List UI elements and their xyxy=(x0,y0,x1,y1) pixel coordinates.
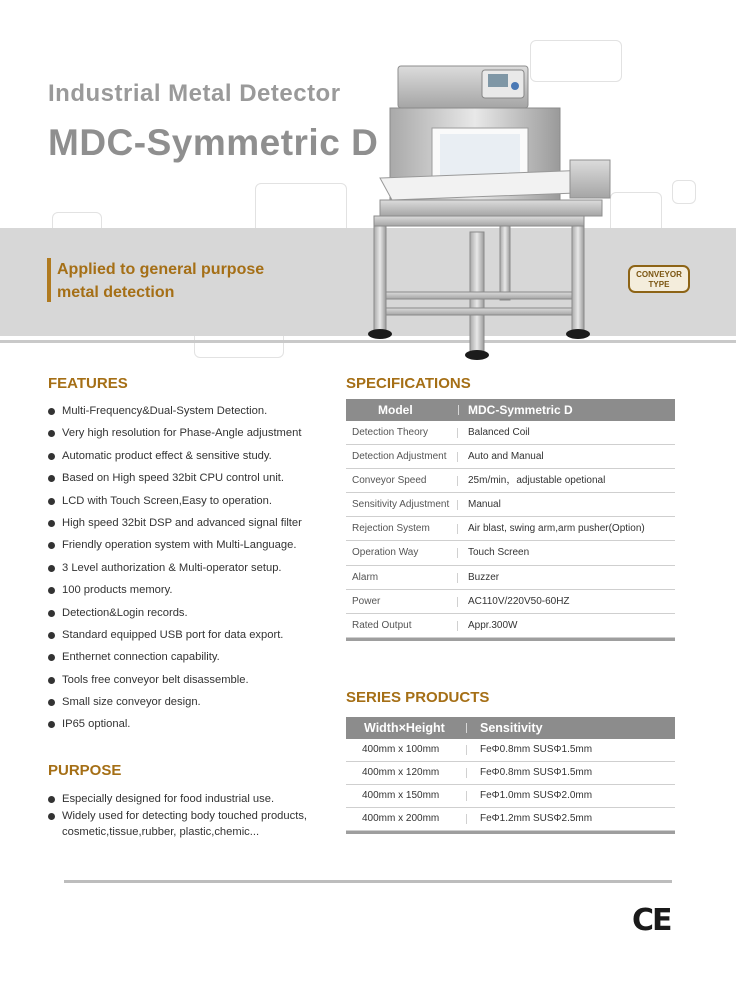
list-item-text: Multi-Frequency&Dual-System Detection. xyxy=(62,405,268,417)
spec-row xyxy=(346,421,675,445)
spec-row-value: Manual xyxy=(468,499,501,511)
features-item xyxy=(48,537,302,559)
series-row-label: 400mm x 120mm xyxy=(362,767,440,778)
list-item-text: LCD with Touch Screen,Easy to operation. xyxy=(62,494,272,507)
header-separator xyxy=(466,723,467,733)
spec-row-value: AC110V/220V50-60HZ xyxy=(468,595,570,607)
spec-row xyxy=(346,493,675,517)
series-row xyxy=(346,808,675,831)
series-row-label: 400mm x 150mm xyxy=(362,790,440,801)
spec-row xyxy=(346,590,675,614)
list-item-text: 100 products memory. xyxy=(62,584,173,597)
specifications-heading: SPECIFICATIONS xyxy=(346,375,471,392)
specifications-table-header xyxy=(346,399,675,421)
features-item xyxy=(48,649,302,671)
features-item xyxy=(48,672,302,694)
list-item-text: Enthernet connection capability. xyxy=(62,651,220,664)
list-item-text: Detection&Login records. xyxy=(62,606,188,619)
list-item-text: Very high resolution for Phase-Angle adjustment xyxy=(62,427,302,440)
series-header-size: Width×Height xyxy=(364,721,445,735)
features-item xyxy=(48,605,302,627)
features-item xyxy=(48,403,302,425)
column-separator xyxy=(457,428,458,438)
series-table xyxy=(346,717,675,834)
list-item-text: Small size conveyor design. xyxy=(62,696,201,709)
bullet-icon xyxy=(48,610,55,617)
column-separator xyxy=(457,548,458,558)
series-row xyxy=(346,739,675,762)
table-bottom-rule xyxy=(346,638,675,641)
column-separator xyxy=(457,621,458,631)
tagline xyxy=(57,258,264,304)
spec-row-value: Auto and Manual xyxy=(468,451,544,463)
header-separator xyxy=(458,405,459,415)
series-rows xyxy=(346,739,675,831)
spec-row-value: Touch Screen xyxy=(468,547,530,559)
column-separator xyxy=(457,524,458,534)
product-title: MDC-Symmetric D xyxy=(48,122,379,163)
bullet-icon xyxy=(48,654,55,661)
list-item-text: Widely used for detecting body touched products, xyxy=(62,810,308,822)
bullet-icon xyxy=(48,721,55,728)
list-item-text: 3 Level authorization & Multi-operator setup. xyxy=(62,561,282,574)
features-item xyxy=(48,560,302,582)
spec-row-value: Buzzer xyxy=(468,571,500,583)
bullet-icon xyxy=(48,520,55,527)
spec-row xyxy=(346,445,675,469)
series-row xyxy=(346,762,675,785)
spec-row-label: Alarm xyxy=(352,571,379,583)
bullet-icon xyxy=(48,796,55,803)
spec-row-label: Operation Way xyxy=(352,547,419,559)
spec-row-value: Air blast, swing arm,arm pusher(Option) xyxy=(468,523,645,535)
spec-row-label: Detection Adjustment xyxy=(352,451,447,463)
metal-detector-machine-image xyxy=(360,60,620,360)
series-table-header xyxy=(346,717,675,739)
series-row-value: FeΦ1.0mm SUSΦ2.0mm xyxy=(480,790,593,801)
list-item-text: Automatic product effect & sensitive study. xyxy=(62,449,272,462)
spec-row-label: Conveyor Speed xyxy=(352,475,427,487)
tagline-accent-bar xyxy=(47,258,51,302)
bullet-icon xyxy=(48,587,55,594)
bullet-icon xyxy=(48,408,55,415)
spec-row xyxy=(346,614,675,638)
list-item-text: IP65 optional. xyxy=(62,718,131,731)
column-separator xyxy=(466,814,467,824)
bullet-icon xyxy=(48,813,55,820)
list-item-text: Standard equipped USB port for data export. xyxy=(62,628,284,641)
features-item xyxy=(48,448,302,470)
bullet-icon xyxy=(48,565,55,572)
list-item-text: Friendly operation system with Multi-Language. xyxy=(62,539,297,552)
spec-row-label: Sensitivity Adjustment xyxy=(352,499,450,511)
spec-row xyxy=(346,541,675,565)
features-item xyxy=(48,627,302,649)
column-separator xyxy=(457,573,458,583)
specifications-rows xyxy=(346,421,675,638)
spec-row-label: Detection Theory xyxy=(352,427,428,438)
features-item xyxy=(48,582,302,604)
spec-header-model: Model xyxy=(378,403,413,417)
bullet-icon xyxy=(48,632,55,639)
series-row-value: FeΦ0.8mm SUSΦ1.5mm xyxy=(480,767,593,778)
footer-divider xyxy=(64,880,672,883)
list-item-text: Especially designed for food industrial use. xyxy=(62,793,275,805)
decorative-square xyxy=(672,180,696,204)
bullet-icon xyxy=(48,542,55,549)
bullet-icon xyxy=(48,430,55,437)
column-separator xyxy=(466,745,467,755)
purpose-continuation: cosmetic,tissue,rubber, plastic,chemic... xyxy=(62,826,260,838)
conveyor-type-badge xyxy=(628,265,690,293)
list-item-text: Tools free conveyor belt disassemble. xyxy=(62,673,249,686)
series-header-sensitivity: Sensitivity xyxy=(480,721,543,735)
features-item xyxy=(48,425,302,447)
tagline-line-1: Applied to general purpose xyxy=(57,261,265,278)
series-row-label: 400mm x 200mm xyxy=(362,813,440,824)
spec-row-label: Rated Output xyxy=(352,619,412,631)
tagline-line-2: metal detection xyxy=(57,284,175,301)
purpose-heading: PURPOSE xyxy=(48,762,122,779)
spec-row xyxy=(346,469,675,493)
series-heading: SERIES PRODUCTS xyxy=(346,689,490,706)
product-category: Industrial Metal Detector xyxy=(48,80,341,107)
column-separator xyxy=(457,500,458,510)
series-row-value: FeΦ0.8mm SUSΦ1.5mm xyxy=(480,744,593,755)
badge-line-1: CONVEYOR xyxy=(636,270,682,279)
bullet-icon xyxy=(48,699,55,706)
spec-row-value: Balanced Coil xyxy=(468,427,530,438)
series-row-label: 400mm x 100mm xyxy=(362,744,440,755)
column-separator xyxy=(457,597,458,607)
spec-row-value: Appr.300W xyxy=(468,619,518,631)
table-bottom-rule xyxy=(346,831,675,834)
column-separator xyxy=(466,791,467,801)
spec-row xyxy=(346,566,675,590)
series-row xyxy=(346,785,675,808)
badge-line-2: TYPE xyxy=(648,280,670,289)
purpose-list xyxy=(48,791,307,825)
purpose-item xyxy=(48,791,307,808)
features-item xyxy=(48,470,302,492)
bullet-icon xyxy=(48,677,55,684)
features-item xyxy=(48,515,302,537)
column-separator xyxy=(457,476,458,486)
series-row-value: FeΦ1.2mm SUSΦ2.5mm xyxy=(480,813,593,824)
spec-row-label: Power xyxy=(352,595,381,607)
bullet-icon xyxy=(48,498,55,505)
column-separator xyxy=(457,452,458,462)
ce-mark: CE xyxy=(632,903,671,938)
purpose-item xyxy=(48,808,307,825)
column-separator xyxy=(466,768,467,778)
bullet-icon xyxy=(48,475,55,482)
spec-row-value: 25m/min，adjustable opetional xyxy=(468,475,606,487)
spec-row-label: Rejection System xyxy=(352,523,430,535)
bullet-icon xyxy=(48,453,55,460)
features-item xyxy=(48,493,302,515)
features-heading: FEATURES xyxy=(48,375,128,392)
list-item-text: Based on High speed 32bit CPU control unit. xyxy=(62,472,285,485)
specifications-table xyxy=(346,399,675,641)
features-list xyxy=(48,403,302,739)
list-item-text: High speed 32bit DSP and advanced signal filter xyxy=(62,516,302,529)
spec-header-value: MDC-Symmetric D xyxy=(468,403,573,417)
features-item xyxy=(48,716,302,738)
features-item xyxy=(48,694,302,716)
spec-row xyxy=(346,517,675,541)
